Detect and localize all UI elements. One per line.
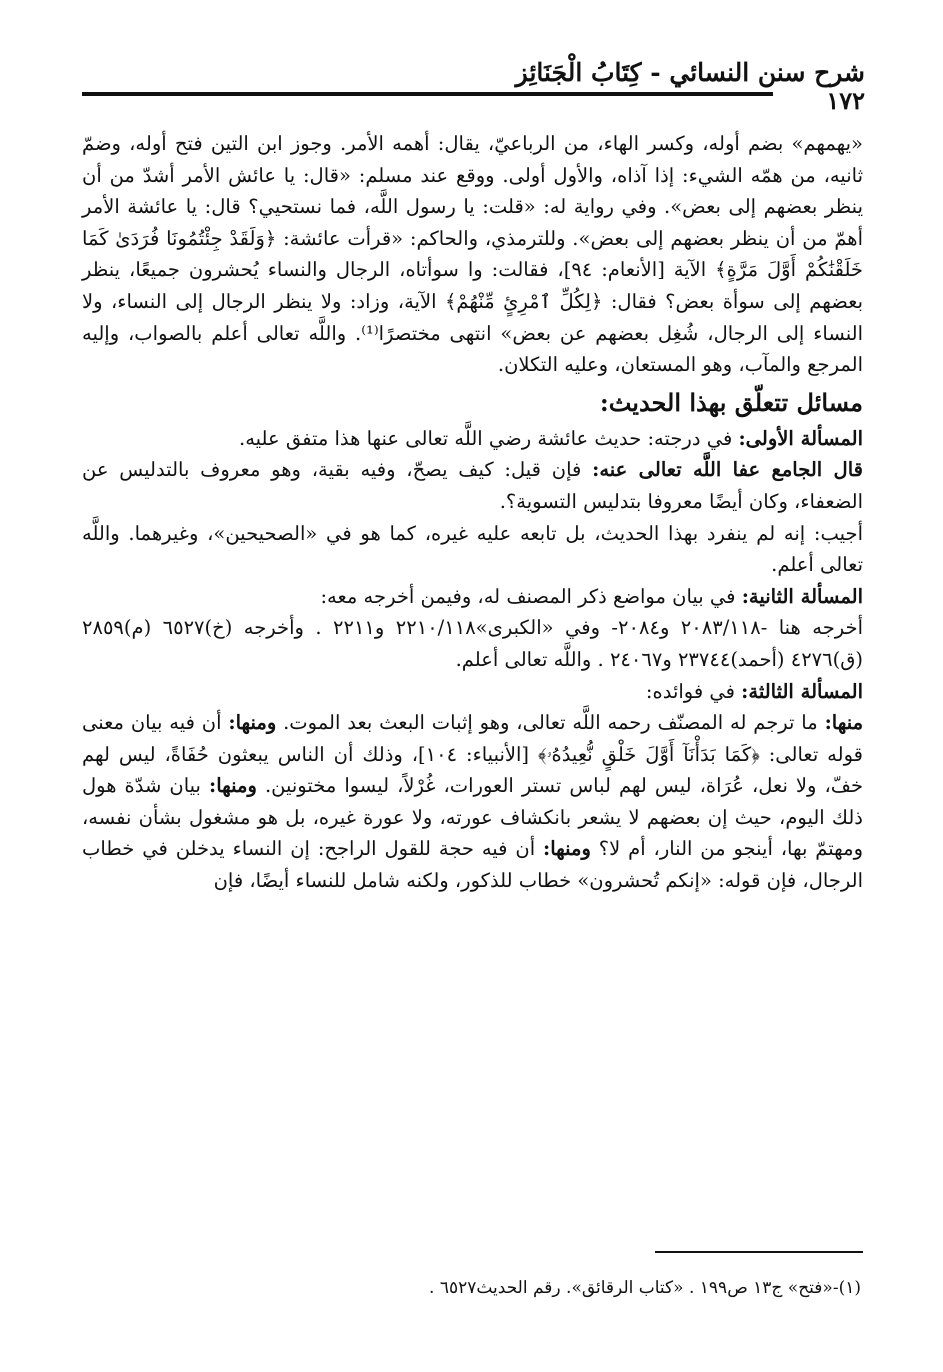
footnote-rule xyxy=(655,1251,863,1253)
paragraph: «يهمهم» بضم أوله، وكسر الهاء، من الرباعيّ، يقال: أهمه الأمر. وجوز ابن التين فتح أوله، وضمّ ثانيه، من همّه الشيء: إذا آذاه، والأول أولى. ووقع عند مسلم: «قال: يا عائش الأمر أشدّ من أن ينظر بعضهم إلى بعض». وفي رواية له: «قلت: يا رسول اللَّه، فما نستحيي؟ قال: يا عائشة الأمر أهمّ من أن ينظر بعضهم إلى بعض». وللترمذي، والحاكم: «قرأت عائشة: ﴿وَلَقَدْ جِئْتُمُونَا فُرَدَىٰ كَمَا خَلَقْنَٰكُمْ أَوَّلَ مَرَّةٍ﴾ الآية [الأنعام: ٩٤]، فقالت: وا سوأتاه، الرجال والنساء يُحشرون جميعًا، ينظر بعضهم إلى سوأة بعض؟ فقال: ﴿لِكُلِّ ٱمْرِئٍ مِّنْهُمْ﴾ الآية، وزاد: ولا ينظر الرجال إلى النساء، ولا النساء إلى الرجال، شُغِل بعضهم عن بعض» انتهى مختصرًا⁽¹⁾. واللَّه تعالى أعلم بالصواب، وإليه المرجع والمآب، وهو المستعان، وعليه التكلان. xyxy=(82,132,863,377)
masala-2-label: المسألة الثانية: xyxy=(741,584,863,608)
masala-3-text: في فوائده: xyxy=(645,679,735,703)
benefits-paragraph xyxy=(82,707,863,897)
minha-3: ومنها: xyxy=(209,774,257,798)
page-number: ١٧٢ xyxy=(826,86,865,115)
masala-3-label: المسألة الثالثة: xyxy=(741,679,863,703)
masala-1-text: في درجته: حديث عائشة رضي اللَّه تعالى عنها هذا متفق عليه. xyxy=(239,426,733,450)
section-heading: مسائل تتعلّق بهذا الحديث: xyxy=(599,387,863,417)
masala-1-label: المسألة الأولى: xyxy=(738,426,863,450)
benefit-4: أن فيه حجة للقول الراجح: إن النساء يدخلن في خطاب الرجال، فإن قوله: «إنكم تُحشرون» خطاب للذكور، ولكنه شامل للنساء أيضًا، فإن xyxy=(82,837,863,893)
masala-3 xyxy=(82,676,863,708)
footnote: (١)-«فتح» ج١٣ ص١٩٩ . «كتاب الرقائق». رقم الحديث٦٥٢٧ . xyxy=(429,1278,861,1298)
running-header xyxy=(82,58,865,88)
benefit-1: ما ترجم له المصنّف رحمه اللَّه تعالى، وهو إثبات البعث بعد الموت. xyxy=(283,711,818,735)
masala-2-text: في بيان مواضع ذكر المصنف له، وفيمن أخرجه معه: xyxy=(320,584,736,608)
minha-4: ومنها: xyxy=(543,837,591,861)
header-rule xyxy=(82,92,773,96)
minha-2: ومنها: xyxy=(228,711,277,735)
masala-1 xyxy=(82,423,863,455)
benefit-3: بيان شدّة هول ذلك اليوم، حيث إن بعضهم لا يشعر بانكشاف عورته، ولا عورة غيره، بل هو مشغول بشأن نفسه، ومهتمّ بها، أينجو من النار، أم لا؟ xyxy=(82,774,864,861)
answer-paragraph: أجيب: إنه لم ينفرد بهذا الحديث، بل تابعه عليه غيره، كما هو في «الصحيحين»، وغيرهما. واللَّه تعالى أعلم. xyxy=(82,521,863,577)
jami-label: قال الجامع عفا اللَّه تعالى عنه: xyxy=(592,458,863,482)
takhrij-paragraph: أخرجه هنا -٢٠٨٣/١١٨ و٢٠٨٤- وفي «الكبرى»٢٢١٠/١١٨ و٢٢١١ . وأخرجه (خ)٦٥٢٧ (م)٢٨٥٩ (ق)٤٢٧٦ (أحمد)٢٣٧٤٤ و٢٤٠٦٧ . واللَّه تعالى أعلم. xyxy=(82,616,863,671)
benefit-2: أن فيه بيان معنى قوله تعالى: ﴿كَمَا بَدَأْنَآ أَوَّلَ خَلْقٍ نُّعِيدُهُۥ﴾ [الأنبياء: ١٠٤]، وذلك أن الناس يبعثون حُفَاةً، ليس لهم خفّ، ولا نعل، عُرَاة، ليس لهم لباس تستر العورات، غُرْلاً، ليسوا مختونين. xyxy=(82,711,864,798)
jami-text: فإن قيل: كيف يصحّ، وفيه بقية، وهو معروف بالتدليس عن الضعفاء، وكان أيضًا معروفا بتدليس التسوية؟. xyxy=(82,458,863,513)
main-text xyxy=(82,128,863,897)
page-title: شرح سنن النسائي - كِتَابُ الْجَنَائِز xyxy=(515,58,865,87)
jami-note xyxy=(82,454,863,517)
minha-lead: منها: xyxy=(824,711,864,735)
masala-2 xyxy=(82,581,863,613)
